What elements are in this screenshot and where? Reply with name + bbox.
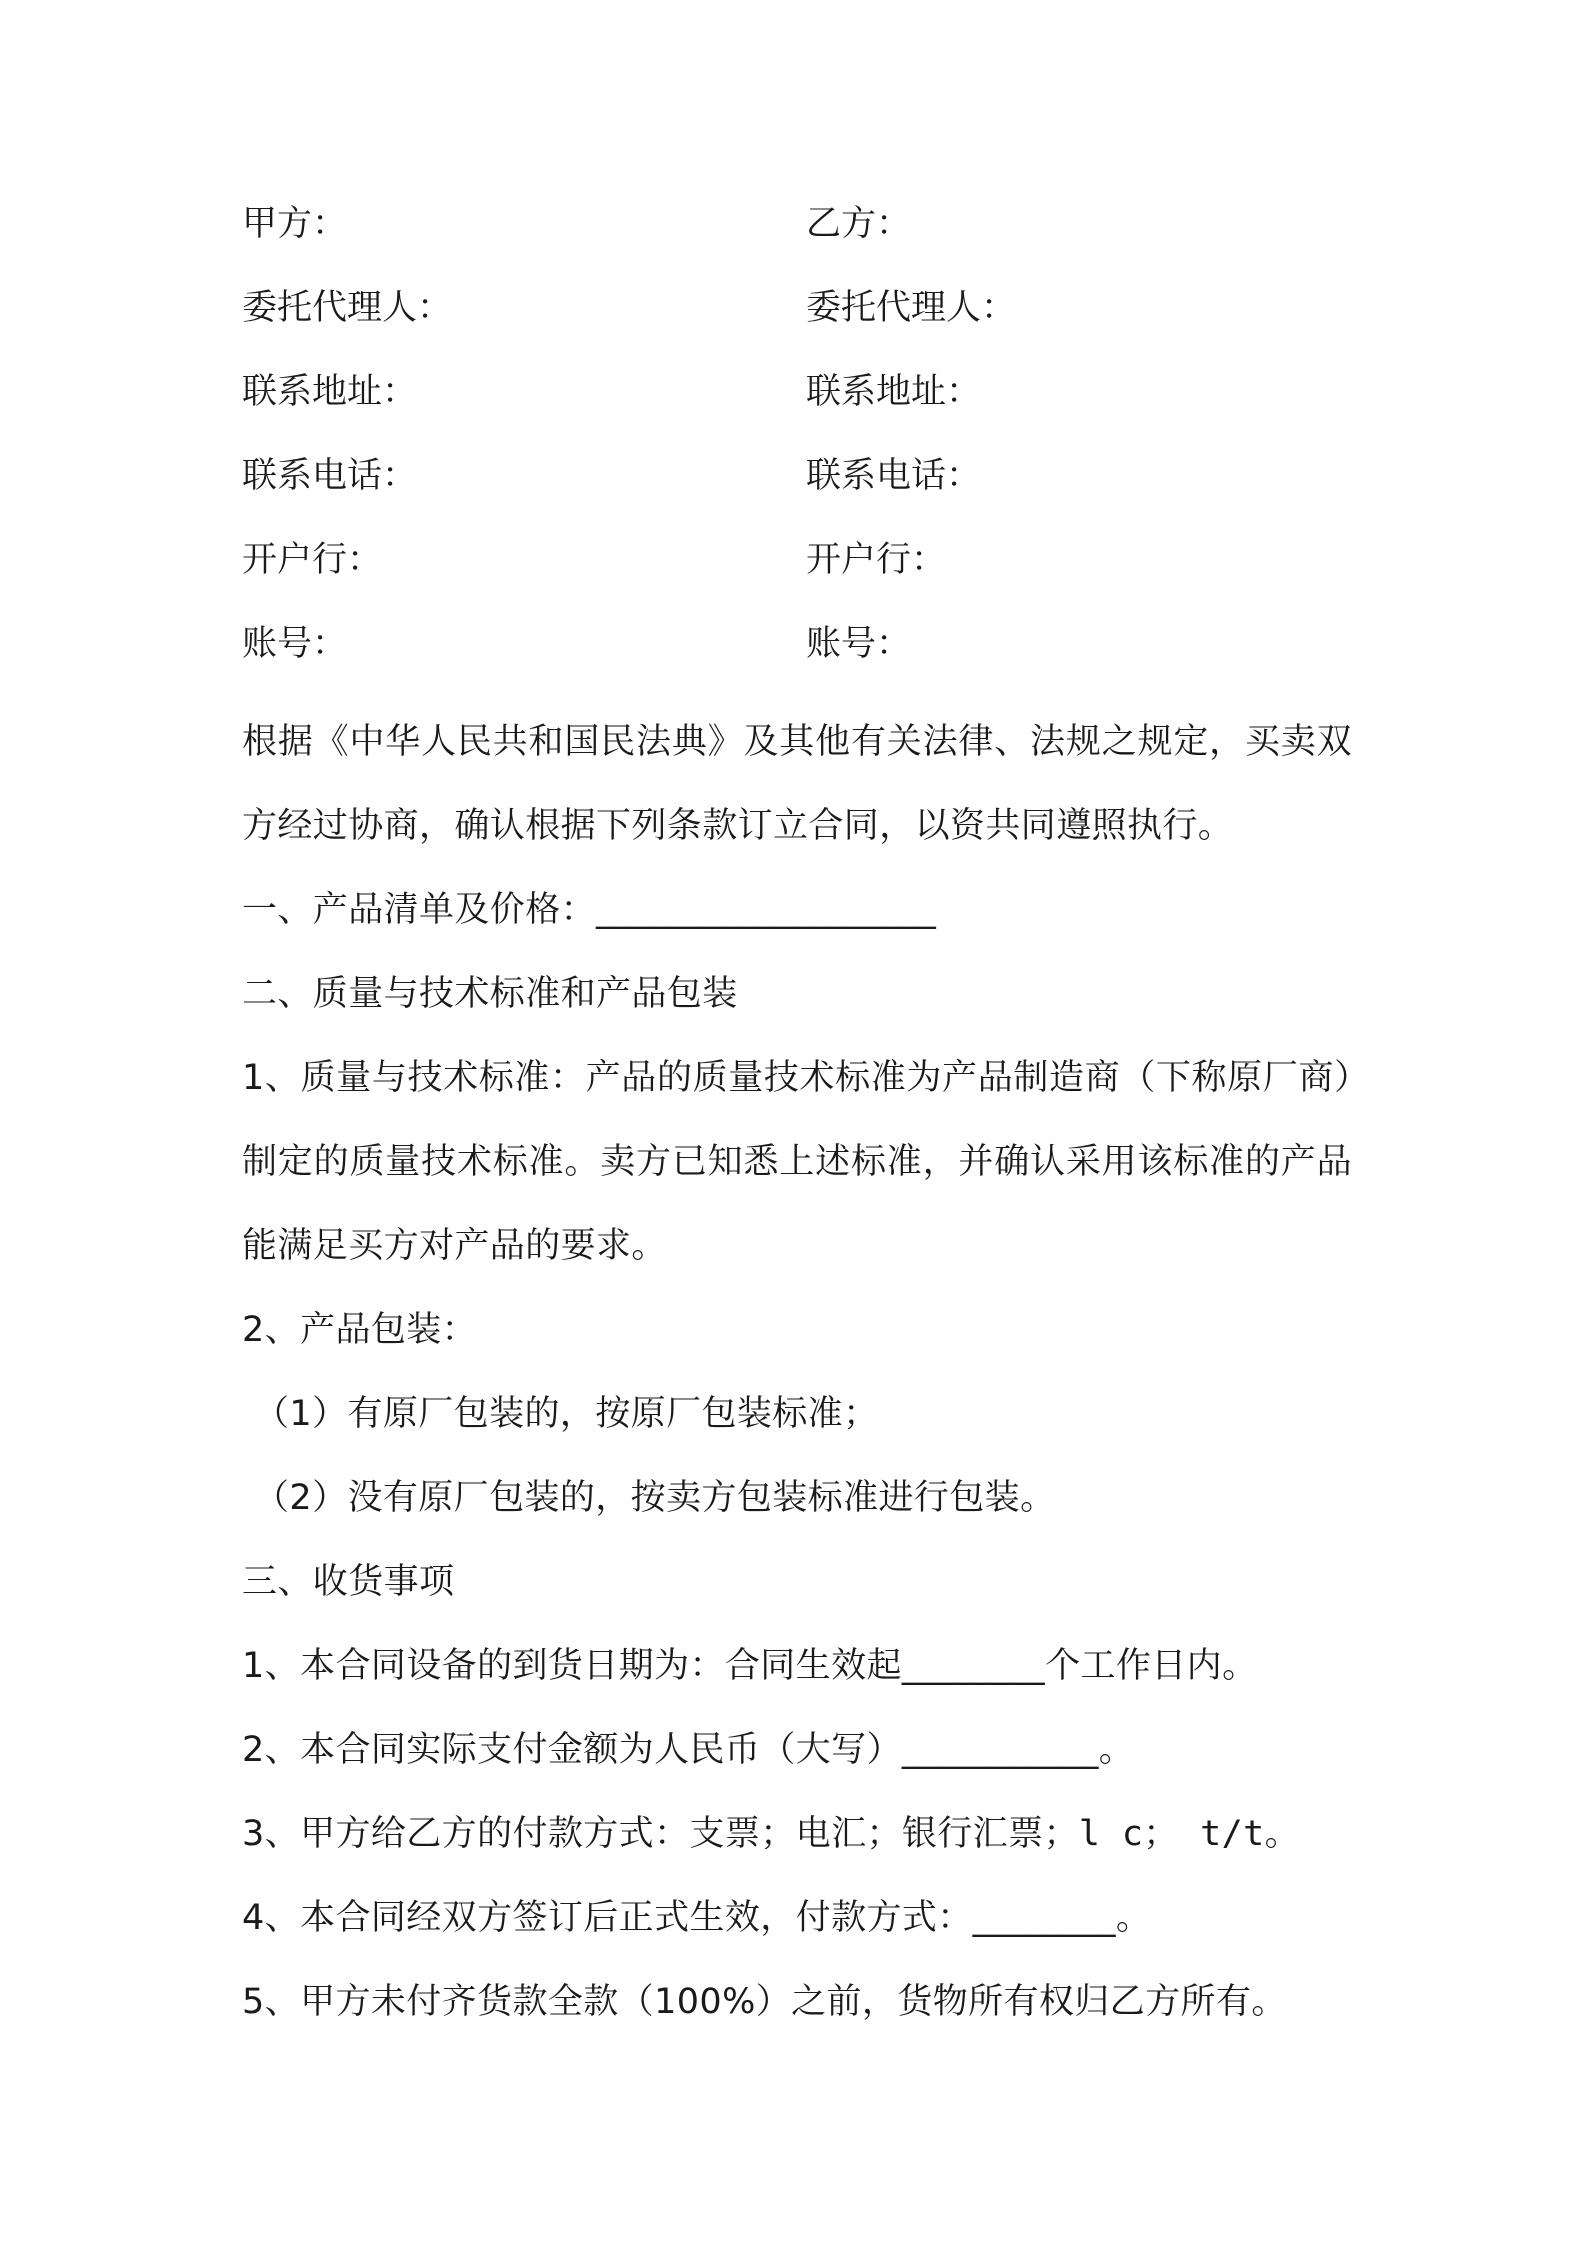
party-a-phone-label: 联系电话： bbox=[242, 456, 418, 496]
party-row-bank bbox=[242, 532, 1352, 616]
section-3-item-3 bbox=[242, 1792, 1352, 1876]
section-3-item-2: 2、本合同实际支付金额为人民币（大写）___________。 bbox=[242, 1730, 1135, 1770]
party-row-agent bbox=[242, 280, 1352, 364]
party-a-bank-label: 开户行： bbox=[242, 540, 383, 580]
intro-paragraph: 根据《中华人民共和国民法典》及其他有关法律、法规之规定，买卖双方经过协商，确认根据下列条款订立合同，以资共同遵照执行。 bbox=[242, 722, 1352, 846]
party-b-address-label: 联系地址： bbox=[806, 372, 982, 412]
party-row-account bbox=[242, 616, 1352, 700]
party-b-agent-label: 委托代理人： bbox=[806, 288, 1017, 328]
party-b-account-label: 账号： bbox=[806, 624, 912, 664]
party-a-account-label: 账号： bbox=[242, 624, 348, 664]
party-b-label: 乙方： bbox=[806, 204, 912, 244]
section-3-item-3-suffix: l c； t/t。 bbox=[1078, 1814, 1300, 1854]
section-2-title: 二、质量与技术标准和产品包装 bbox=[242, 974, 738, 1014]
section-2-sub-1: （1）有原厂包装的，按原厂包装标准； bbox=[254, 1394, 879, 1434]
party-row-phone bbox=[242, 448, 1352, 532]
party-a-agent-label: 委托代理人： bbox=[242, 288, 453, 328]
section-3-item-5: 5、甲方未付齐货款全款（100%）之前，货物所有权归乙方所有。 bbox=[242, 1982, 1287, 2022]
section-3-item-1: 1、本合同设备的到货日期为：合同生效起________个工作日内。 bbox=[242, 1646, 1258, 1686]
party-b-phone-label: 联系电话： bbox=[806, 456, 982, 496]
section-2-item-1: 1、质量与技术标准：产品的质量技术标准为产品制造商（下称原厂商）制定的质量技术标准。卖方已知悉上述标准，并确认采用该标准的产品能满足买方对产品的要求。 bbox=[242, 1058, 1352, 1266]
section-3-item-4: 4、本合同经双方签订后正式生效，付款方式：________。 bbox=[242, 1898, 1152, 1938]
contract-page bbox=[242, 196, 1352, 2044]
section-3-item-3-prefix: 3、甲方给乙方的付款方式：支票；电汇；银行汇票； bbox=[242, 1814, 1079, 1854]
party-b-bank-label: 开户行： bbox=[806, 540, 947, 580]
party-row-address bbox=[242, 364, 1352, 448]
section-2-item-2: 2、产品包装： bbox=[242, 1310, 478, 1350]
party-a-address-label: 联系地址： bbox=[242, 372, 418, 412]
section-3-title: 三、收货事项 bbox=[242, 1562, 455, 1602]
section-2-sub-2: （2）没有原厂包装的，按卖方包装标准进行包装。 bbox=[254, 1478, 1056, 1518]
party-row-party bbox=[242, 196, 1352, 280]
party-a-label: 甲方： bbox=[242, 204, 348, 244]
section-1-title: 一、产品清单及价格：___________________ bbox=[242, 890, 937, 930]
